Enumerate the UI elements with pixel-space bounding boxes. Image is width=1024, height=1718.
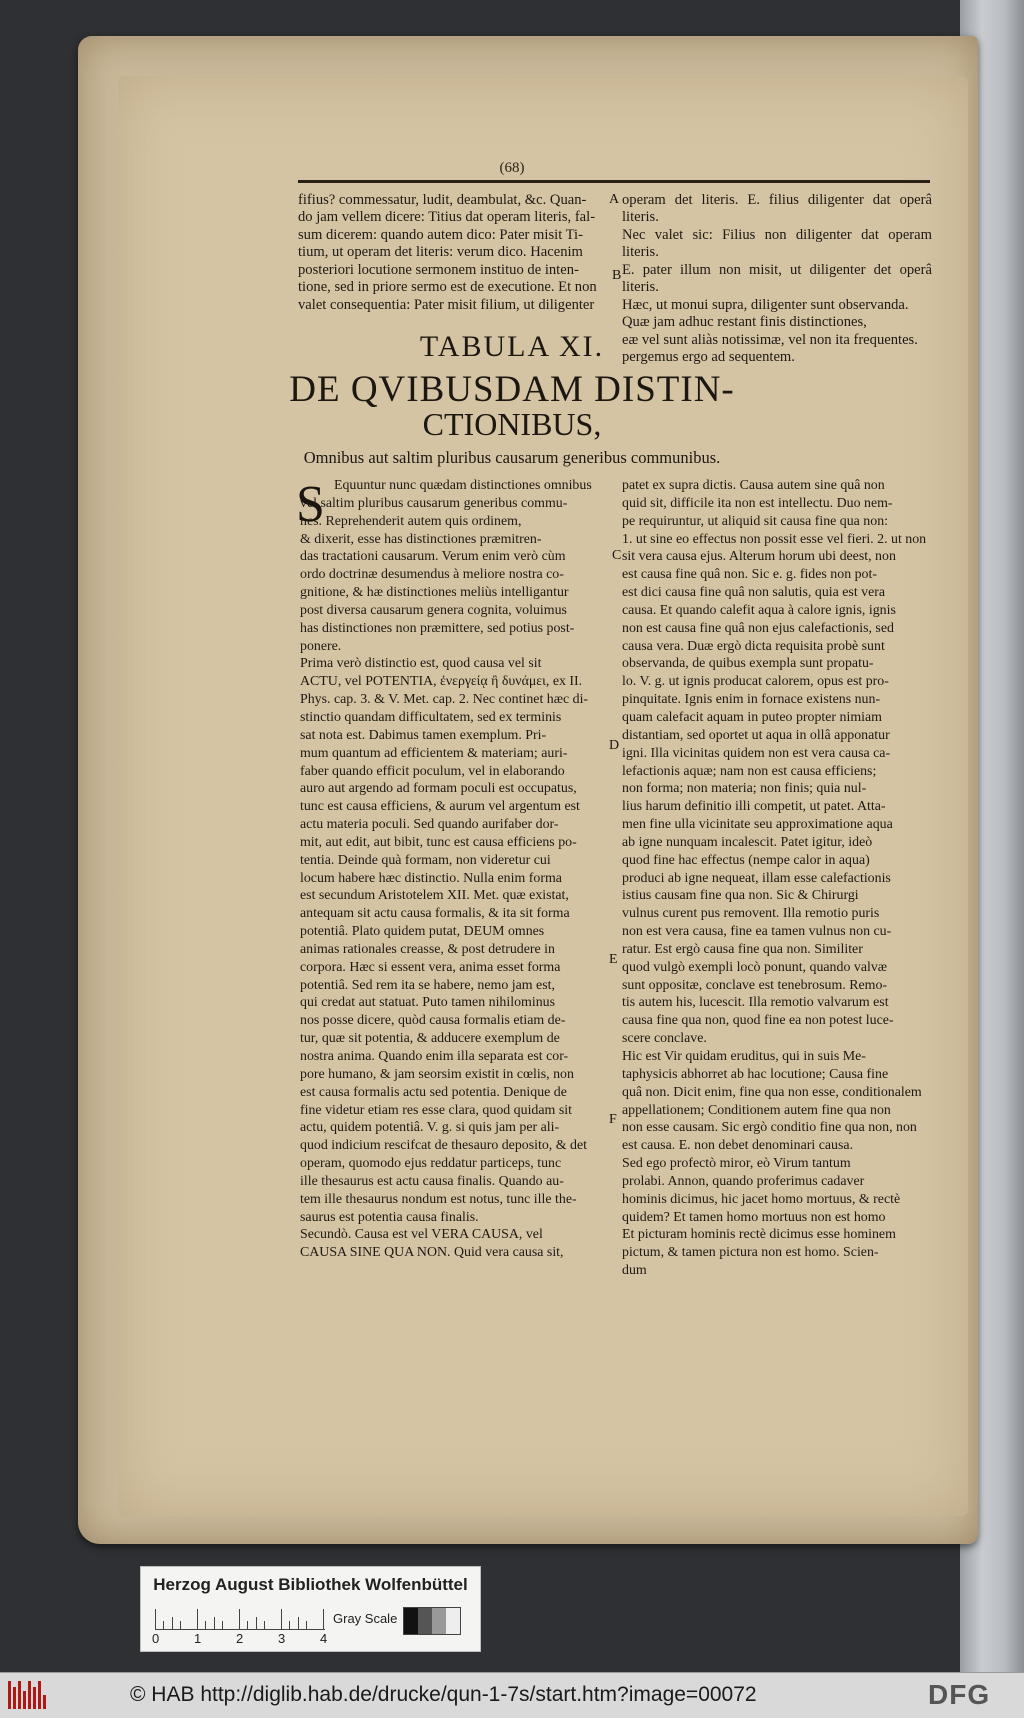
copyright-url: © HAB http://diglib.hab.de/drucke/qun-1-7s/start.htm?image=00072 xyxy=(130,1683,757,1706)
ruler-tick xyxy=(281,1609,282,1629)
color-calibration-card xyxy=(140,1566,481,1652)
scale-ruler xyxy=(155,1609,325,1630)
ruler-tick xyxy=(180,1621,181,1629)
top-left-text xyxy=(298,192,620,314)
gray-swatch xyxy=(446,1608,460,1634)
page-number: (68) xyxy=(499,160,525,176)
hab-logo-icon xyxy=(8,1681,48,1709)
left-column-text: Equuntur nunc quædam distinctiones omnibus vel saltim pluribus causarum generibus commu- nes. Reprehenderit autem quis ordinem, & dixerit, esse has distinctiones præmitren- das tractationi causarum. Verum enim verò cùm ordo doctrinæ desumendus à meliore nostra co- gnitione, & hæ distinctiones meliùs intelligantur post diversa causarum genera cognita, voluimus has distinctiones non præmittere, sed potius post- ponere. Prima verò distinctio est, quod causa vel sit ACTU, vel POTENTIA, ἐνεργείᾳ ἢ δυνάμει, ex II. Phys. cap. 3. & V. Met. cap. 2. Nec continet hæc di- stinctio quandam difficultatem, sed ex terminis sat nota est. Dabimus tamen exemplum. Pri- mum quantum ad efficientem & materiam; auri- faber quando efficit poculum, vel in elaborando auro aut argendo ad formam poculi est occupatus, tunc est causa efficiens, & aurum vel argentum est actu materia poculi. Sed quando aurifaber dor- mit, aut edit, aut bibit, tunc est causa efficiens po- tentia. Deinde quà formam, non videretur cui locum habere hæc distinctio. Nulla enim forma est secundum Aristotelem XII. Met. quæ existat, antequam sit actu causa formalis, & ita sit forma potentiâ. Plato quidem putat, DEUM omnes animas rationales creasse, & post detrudere in corpora. Hæc si essent vera, anima esset forma potentiâ. Sed rem ita se habere, nemo jam est, qui credat aut statuat. Puto tamen nihilominus nos posse dicere, quòd causa formalis etiam de- tur, quæ sit potentia, & adducere exemplum de nostra anima. Quando enim illa separata est cor- pore humano, & jam seorsim existit in cœlis, non est causa formalis actu sed potentia. Denique de fine videtur etiam res esse clara, quod quidam sit actu, quidem potentiâ. V. g. si quis jam per ali- quod indicium rescifcat de thesauro deposito, & det operam, quomodo ejus reddatur particeps, tunc ille thesaurus est actu causa finalis. Quando au- tem ille thesaurus nondum est notus, tunc ille the- saurus est potentia causa finalis. Secundò. Causa est vel VERA CAUSA, vel CAUSA SINE QUA NON. Quid vera causa sit, xyxy=(300,478,592,1261)
margin-letter-c: C xyxy=(612,548,622,563)
chapter-subtitle: Omnibus aut saltim pluribus causarum generibus communibus. xyxy=(303,448,721,467)
ruler-tick xyxy=(298,1617,299,1629)
ruler-tick xyxy=(197,1609,198,1629)
ruler-tick xyxy=(289,1621,290,1629)
ruler-number: 2 xyxy=(236,1631,244,1646)
ruler-tick xyxy=(214,1617,215,1629)
ruler-number: 0 xyxy=(152,1631,160,1646)
ruler-tick xyxy=(205,1621,206,1629)
gray-swatch xyxy=(418,1608,432,1634)
footer-bar xyxy=(0,1672,1024,1718)
ruler-tick xyxy=(247,1621,248,1629)
ruler-tick xyxy=(306,1621,307,1629)
margin-letter-e: E xyxy=(609,952,618,967)
ruler-tick xyxy=(155,1609,156,1629)
margin-letter-a: A xyxy=(609,192,620,207)
ruler-tick xyxy=(256,1617,257,1629)
ruler-tick xyxy=(264,1621,265,1629)
tabula-heading: TABULA XI. xyxy=(419,330,605,363)
ruler-tick xyxy=(323,1609,324,1629)
dfg-logo: DFG xyxy=(928,1679,991,1710)
drop-cap: S xyxy=(296,476,325,533)
ruler-tick xyxy=(172,1617,173,1629)
margin-letter-b: B xyxy=(612,268,622,283)
ruler-tick xyxy=(239,1609,240,1629)
margin-letter-f: F xyxy=(609,1112,617,1127)
ruler-number: 3 xyxy=(278,1631,286,1646)
ruler-number: 4 xyxy=(320,1631,328,1646)
top-right-paragraph: operam det literis. E. filius diligenter dat operâ literis. Nec valet sic: Filius non diligenter dat operam literis. E. pater illum non misit, ut diligenter det operâ literis. Hæc, ut monui supra, diligenter sunt observanda. Quæ jam adhuc restant finis distinctiones, eæ vel sunt aliàs notissimæ, vel non ita frequentes. pergemus ergo ad sequentem. xyxy=(622,192,932,366)
right-column-text: patet ex supra dictis. Causa autem sine quâ non quid sit, difficile ita non est intellectu. Duo nem- pe requiruntur, ut aliquid sit causa fine qua non: 1. ut sine eo effectus non possit esse vel fieri. 2. ut non sit vera causa ejus. Alterum horum ubi deest, non est causa fine quâ non. Sic e. g. fides non pot- est dici causa fine quâ non salutis, quia est vera causa. Et quando calefit aqua à calore ignis, ignis non est causa fine quâ non ejus calefactionis, sed causa vera. Duæ ergò dicta requisita probè sunt observanda, de quibus exempla sunt propatu- lo. V. g. ut ignis producat calorem, opus est pro- pinquitate. Ignis enim in fornace existens nun- quam calefacit aquam in puteo propter nimiam distantiam, sed oportet ut aqua in ollâ apponatur igni. Illa vicinitas quidem non est vera causa ca- lefactionis aquæ; nam non est causa efficiens; non forma; non materia; non finis; quia nul- lius harum definitio illi competit, ut patet. Atta- men fine ulla vicinitate seu approximatione aqua ab igne nunquam incalescit. Patet igitur, ideò quod fine hac effectus (nempe calor in aqua) produci ab igne nequeat, illam esse calefactionis istius causam fine qua non. Sic & Chirurgi vulnus curent pus removent. Illa remotio puris non est vera causa, fine ea tamen vulnus non cu- ratur. Est ergò causa fine qua non. Similiter quod vulgò exempli locò ponunt, quando valvæ sunt oppositæ, conclave est tenebrosum. Remo- tis autem his, lucescit. Illa remotio valvarum est causa fine qua non, quod fine ea non potest luce- scere conclave. Hic est Vir quidam eruditus, qui in suis Me- taphysicis abhorret ab hac locutione; Causa fine quâ non. Dicit enim, fine qua non esse, conditionalem appellationem; Conditionem autem fine qua non non esse causam. Sic ergò conditio fine qua non, non est causa. E. non debet denominari causa. Sed ego profectò miror, eò Virum tantum prolabi. Annon, quando proferimus cadaver hominis dicimus, hic jacet homo mortuus, & rectè quidem? Et tamen homo mortuus non est homo Et picturam hominis rectè dicimus esse hominem pictum, & tamen pictura non est homo. Scien- dum xyxy=(622,478,927,1279)
gray-swatch xyxy=(432,1608,446,1634)
header-rule xyxy=(298,180,930,183)
margin-letter-d: D xyxy=(609,738,620,753)
ruler-number: 1 xyxy=(194,1631,202,1646)
left-column xyxy=(300,477,604,1262)
chapter-title-line1: DE QVIBUSDAM DISTIN- xyxy=(289,369,735,410)
gray-swatch xyxy=(404,1608,418,1634)
gray-scale-swatches xyxy=(403,1607,461,1635)
chapter-title-line2: CTIONIBUS, xyxy=(422,406,602,442)
top-left-paragraph: fifius? commessatur, ludit, deambulat, &c. Quan- do jam vellem dicere: Titius dat operam literis, fal- sum dicerem: quando autem dico: Pater misit Ti- tium, ut operam det literis: verum dico. Hacenim posteriori locutione sermonem instituo de inten- tione, sed in priore sermo est de executione. Et non valet consequentia: Pater misit filium, ut diligenter xyxy=(298,192,597,313)
right-column xyxy=(622,477,932,1280)
ruler-tick xyxy=(163,1621,164,1629)
ruler-tick xyxy=(222,1621,223,1629)
card-title: Herzog August Bibliothek Wolfenbüttel xyxy=(153,1575,468,1594)
gray-scale-label: Gray Scale xyxy=(333,1611,398,1626)
